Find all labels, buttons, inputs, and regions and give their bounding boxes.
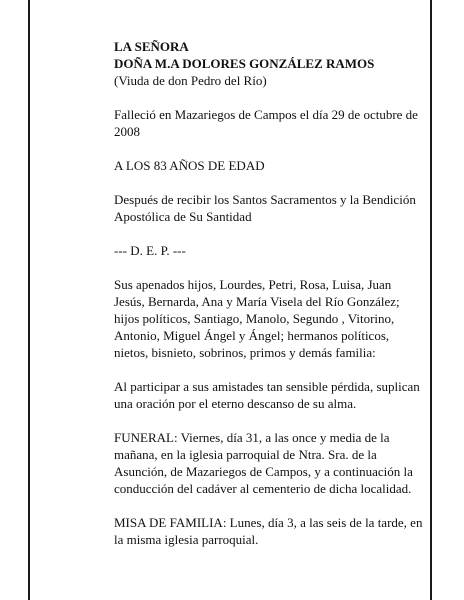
death-statement: Falleció en Mazariegos de Campos el día 29 de octubre de 2008 — [114, 107, 418, 139]
sacraments-statement: Después de recibir los Santos Sacramentos y la Bendición Apostólica de Su Santidad — [114, 192, 416, 224]
family-statement: Sus apenados hijos, Lourdes, Petri, Rosa, Luisa, Juan Jesús, Bernarda, Ana y María Visela del Río González; hijos políticos, Santiago, Manolo, Segundo , Vitorino, Antonio, Miguel Ángel y Ángel; hermanos políticos, nietos, bisnieto, sobrinos, primos y demás familia: — [114, 277, 400, 360]
family-mass-details: MISA DE FAMILIA: Lunes, día 3, a las seis de la tarde, en la misma iglesia parroquial. — [114, 515, 423, 547]
age-statement: A LOS 83 AÑOS DE EDAD — [114, 158, 265, 173]
notice-subtitle: (Viuda de don Pedro del Río) — [114, 73, 267, 88]
rip-statement: --- D. E. P. --- — [114, 243, 186, 258]
notice-title-name: DOÑA M.A DOLORES GONZÁLEZ RAMOS — [114, 56, 375, 71]
right-border-line — [430, 0, 432, 600]
funeral-details: FUNERAL: Viernes, día 31, a las once y media de la mañana, en la iglesia parroquial de Ntra. Sra. de la Asunción, de Mazariegos de Campos, y a continuación la conducción del cadáver al cementerio de dicha localidad. — [114, 430, 413, 496]
obituary-notice — [114, 38, 424, 565]
prayer-request: Al participar a sus amistades tan sensible pérdida, suplican una oración por el eterno descanso de su alma. — [114, 379, 420, 411]
left-border-line — [28, 0, 30, 600]
notice-title-line1: LA SEÑORA — [114, 39, 189, 54]
